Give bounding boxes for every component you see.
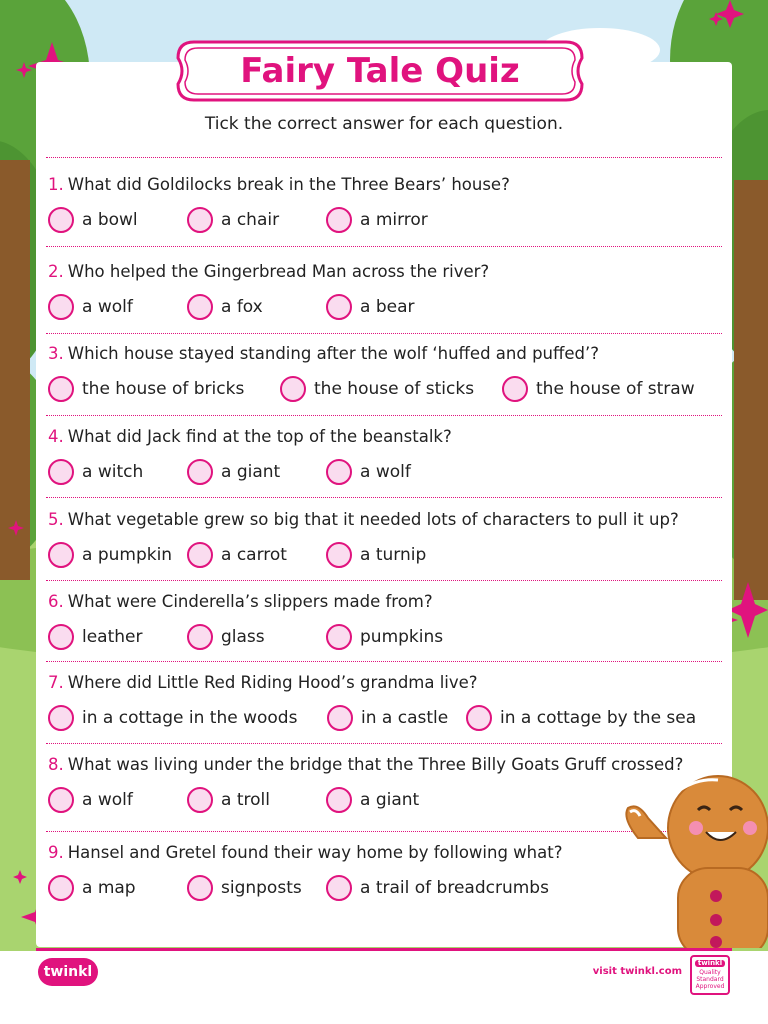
- radio-circle-icon[interactable]: [187, 875, 213, 901]
- answer-option[interactable]: [187, 622, 265, 652]
- answer-label: a turnip: [360, 545, 427, 565]
- radio-circle-icon[interactable]: [326, 624, 352, 650]
- answer-label: in a cottage in the woods: [82, 708, 298, 728]
- answer-label: in a cottage by the sea: [500, 708, 697, 728]
- question-6: [48, 592, 433, 611]
- radio-circle-icon[interactable]: [187, 624, 213, 650]
- radio-circle-icon[interactable]: [187, 294, 213, 320]
- answer-option[interactable]: [187, 873, 302, 903]
- answer-label: a chair: [221, 210, 280, 230]
- question-divider: [46, 246, 722, 247]
- radio-circle-icon[interactable]: [326, 207, 352, 233]
- answer-option[interactable]: [187, 292, 263, 322]
- question-text: Hansel and Gretel found their way home by following what?: [67, 843, 563, 862]
- answer-label: a trail of breadcrumbs: [360, 878, 549, 898]
- answer-label: the house of straw: [536, 379, 695, 399]
- answer-option[interactable]: [466, 703, 696, 733]
- answer-label: a carrot: [221, 545, 287, 565]
- answer-option[interactable]: [187, 457, 280, 487]
- answer-option[interactable]: [48, 873, 136, 903]
- answer-option[interactable]: [48, 703, 297, 733]
- radio-circle-icon[interactable]: [326, 787, 352, 813]
- answer-label: a map: [82, 878, 136, 898]
- answer-label: the house of sticks: [314, 379, 475, 399]
- answer-label: a bowl: [82, 210, 138, 230]
- answer-option[interactable]: [326, 785, 419, 815]
- question-number: 3.: [48, 344, 64, 363]
- answer-option[interactable]: [326, 205, 428, 235]
- gingerbread-man-illustration: [618, 768, 768, 948]
- answer-option[interactable]: [48, 785, 133, 815]
- answer-label: signposts: [221, 878, 302, 898]
- radio-circle-icon[interactable]: [48, 459, 74, 485]
- answer-label: a wolf: [82, 297, 133, 317]
- question-divider: [46, 661, 722, 662]
- radio-circle-icon[interactable]: [48, 542, 74, 568]
- answer-option[interactable]: [326, 873, 549, 903]
- question-9: [48, 843, 562, 862]
- answer-label: a troll: [221, 790, 270, 810]
- radio-circle-icon[interactable]: [48, 294, 74, 320]
- badge-brand: twinkl: [695, 960, 725, 967]
- radio-circle-icon[interactable]: [327, 705, 353, 731]
- answer-option[interactable]: [326, 622, 443, 652]
- visit-link[interactable]: visit twinkl.com: [592, 966, 682, 977]
- instruction-text: Tick the correct answer for each question.: [204, 114, 564, 134]
- radio-circle-icon[interactable]: [326, 459, 352, 485]
- radio-circle-icon[interactable]: [326, 542, 352, 568]
- answer-option[interactable]: [48, 457, 143, 487]
- answer-option[interactable]: [326, 540, 426, 570]
- answer-label: a wolf: [82, 790, 133, 810]
- answer-label: the house of bricks: [82, 379, 245, 399]
- answer-option[interactable]: [326, 292, 414, 322]
- question-number: 1.: [48, 175, 64, 194]
- question-5: [48, 510, 679, 529]
- answer-option[interactable]: [326, 457, 411, 487]
- answer-option[interactable]: [187, 205, 279, 235]
- radio-circle-icon[interactable]: [466, 705, 492, 731]
- radio-circle-icon[interactable]: [187, 207, 213, 233]
- answer-option[interactable]: [48, 374, 244, 404]
- answer-option[interactable]: [48, 205, 138, 235]
- question-number: 8.: [48, 755, 64, 774]
- answer-option[interactable]: [280, 374, 474, 404]
- answer-label: a bear: [360, 297, 415, 317]
- radio-circle-icon[interactable]: [48, 787, 74, 813]
- question-divider: [46, 157, 722, 158]
- question-1: [48, 175, 510, 194]
- quality-badge: [690, 955, 730, 995]
- question-3: [48, 344, 599, 363]
- question-text: What vegetable grew so big that it needed lots of characters to pull it up?: [67, 510, 679, 529]
- answer-option[interactable]: [502, 374, 695, 404]
- question-divider: [46, 333, 722, 334]
- answer-label: a mirror: [360, 210, 428, 230]
- question-divider: [46, 743, 722, 744]
- radio-circle-icon[interactable]: [48, 376, 74, 402]
- radio-circle-icon[interactable]: [187, 459, 213, 485]
- question-number: 7.: [48, 673, 64, 692]
- radio-circle-icon[interactable]: [48, 624, 74, 650]
- answer-label: a wolf: [360, 462, 411, 482]
- question-text: Where did Little Red Riding Hood’s grandma live?: [67, 673, 478, 692]
- answer-label: glass: [221, 627, 265, 647]
- question-number: 4.: [48, 427, 64, 446]
- answer-label: a pumpkin: [82, 545, 173, 565]
- question-4: [48, 427, 452, 446]
- answer-option[interactable]: [187, 785, 270, 815]
- question-text: Who helped the Gingerbread Man across the river?: [67, 262, 490, 281]
- answer-label: a giant: [221, 462, 281, 482]
- answer-option[interactable]: [327, 703, 448, 733]
- twinkl-logo[interactable]: twinkl: [38, 958, 98, 986]
- radio-circle-icon[interactable]: [326, 294, 352, 320]
- question-7: [48, 673, 478, 692]
- answer-option[interactable]: [48, 622, 143, 652]
- answer-option[interactable]: [187, 540, 287, 570]
- footer: [0, 951, 768, 1024]
- radio-circle-icon[interactable]: [48, 207, 74, 233]
- question-8: [48, 755, 683, 774]
- radio-circle-icon[interactable]: [48, 875, 74, 901]
- radio-circle-icon[interactable]: [187, 542, 213, 568]
- answer-label: a giant: [360, 790, 420, 810]
- badge-text: Quality Standard Approved: [695, 969, 725, 990]
- question-divider: [46, 415, 722, 416]
- page-title: Fairy Tale Quiz: [240, 51, 520, 91]
- answer-label: pumpkins: [360, 627, 444, 647]
- answer-option[interactable]: [48, 540, 172, 570]
- question-text: What did Goldilocks break in the Three Bears’ house?: [67, 175, 510, 194]
- question-2: [48, 262, 489, 281]
- radio-circle-icon[interactable]: [280, 376, 306, 402]
- radio-circle-icon[interactable]: [326, 875, 352, 901]
- question-text: What was living under the bridge that the Three Billy Goats Gruff crossed?: [67, 755, 684, 774]
- question-number: 2.: [48, 262, 64, 281]
- answer-label: a fox: [221, 297, 263, 317]
- radio-circle-icon[interactable]: [187, 787, 213, 813]
- question-divider: [46, 497, 722, 498]
- question-text: What were Cinderella’s slippers made from?: [67, 592, 433, 611]
- answer-label: a witch: [82, 462, 144, 482]
- question-text: What did Jack find at the top of the beanstalk?: [67, 427, 452, 446]
- answer-option[interactable]: [48, 292, 133, 322]
- answer-label: in a castle: [361, 708, 449, 728]
- radio-circle-icon[interactable]: [48, 705, 74, 731]
- question-divider: [46, 580, 722, 581]
- answer-label: leather: [82, 627, 143, 647]
- question-number: 5.: [48, 510, 64, 529]
- question-text: Which house stayed standing after the wolf ‘huffed and puffed’?: [67, 344, 600, 363]
- question-number: 9.: [48, 843, 64, 862]
- question-number: 6.: [48, 592, 64, 611]
- radio-circle-icon[interactable]: [502, 376, 528, 402]
